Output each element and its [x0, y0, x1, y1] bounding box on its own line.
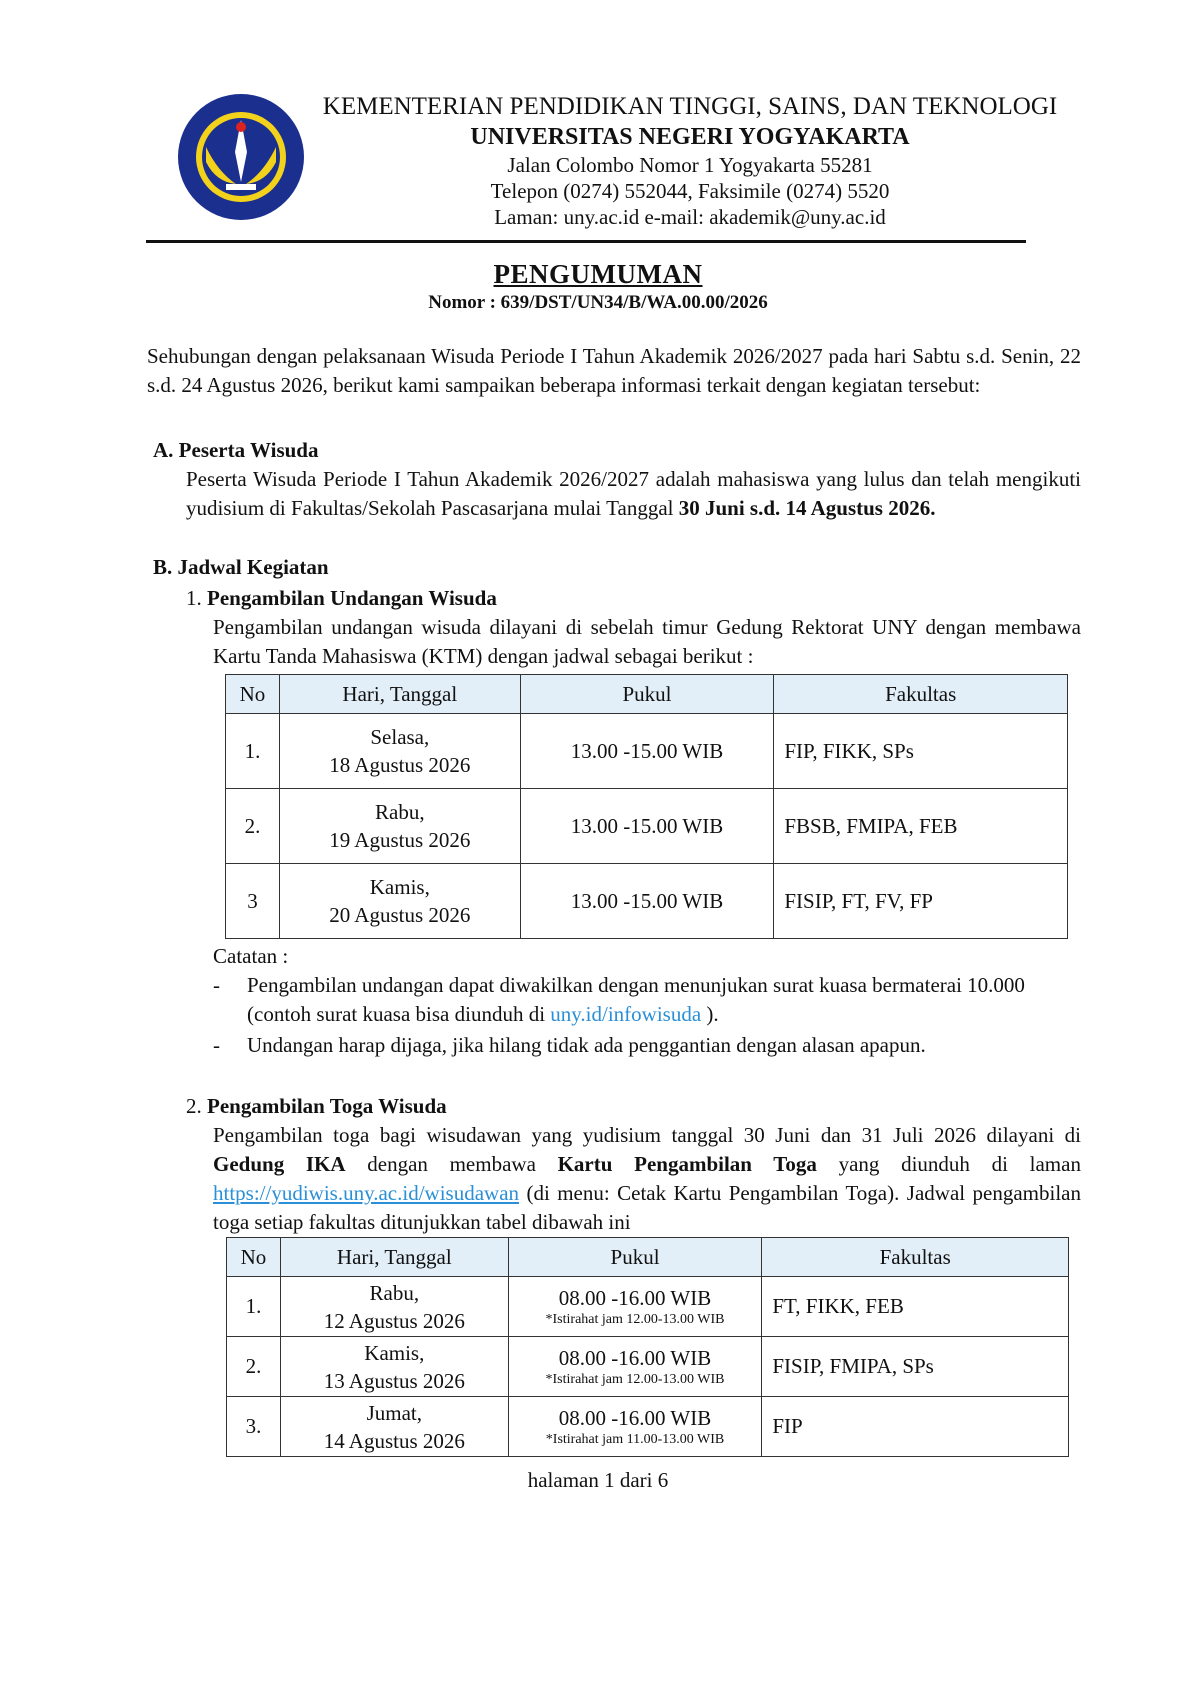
row-day-date: [279, 714, 520, 789]
sub2-heading: [186, 1092, 447, 1121]
web-contact: Laman: uny.ac.id e-mail: akademik@uny.ac.id: [494, 205, 886, 229]
sub2-card: Kartu Pengambilan Toga: [557, 1152, 817, 1176]
row-time-range: 08.00 -16.00 WIB: [558, 1345, 712, 1370]
section-a-heading: A. Peserta Wisuda: [153, 438, 319, 462]
row-no: 2.: [227, 1337, 281, 1397]
row-faculty: FIP: [762, 1397, 1069, 1457]
table-row: [227, 1277, 1069, 1337]
header-day-date: Hari, Tanggal: [279, 675, 520, 714]
ministry-name: KEMENTERIAN PENDIDIKAN TINGGI, SAINS, DAN TEKNOLOGI: [322, 93, 1058, 120]
sub1-text: Pengambilan undangan wisuda dilayani di sebelah timur Gedung Rektorat UNY dengan membawa Kartu Tanda Mahasiswa (KTM) dengan jadwal sebagai berikut :: [213, 615, 1081, 668]
title-text: PENGUMUMAN: [493, 259, 703, 289]
sub2-text: [213, 1121, 1081, 1237]
sub2-title: Pengambilan Toga Wisuda: [207, 1094, 447, 1118]
yudiwis-link[interactable]: https://yudiwis.uny.ac.id/wisudawan: [213, 1181, 520, 1205]
phone: Telepon (0274) 552044, Faksimile (0274) 5520: [490, 179, 890, 203]
row-faculty: FIP, FIKK, SPs: [774, 714, 1068, 789]
page-number: halaman 1 dari 6: [527, 1468, 669, 1492]
intro-paragraph: Sehubungan dengan pelaksanaan Wisuda Periode I Tahun Akademik 2026/2027 pada hari Sabtu s.d. Senin, 22 s.d. 24 Agustus 2026, berikut kami sampaikan beberapa informasi terkait dengan kegiatan tersebut:: [147, 344, 1081, 397]
table-row: [226, 714, 1068, 789]
row-day-date: [280, 1337, 508, 1397]
row-no: 1.: [227, 1277, 281, 1337]
note2-text: Undangan harap dijaga, jika hilang tidak ada penggantian dengan alasan apapun.: [247, 1033, 926, 1057]
header-no: No: [227, 1238, 281, 1277]
header-no: No: [226, 675, 280, 714]
row-date: 14 Agustus 2026: [323, 1428, 465, 1453]
letterhead: [290, 92, 1090, 230]
row-time: [508, 1397, 762, 1457]
header-time: Pukul: [508, 1238, 762, 1277]
sub1-heading: [186, 584, 497, 613]
header-faculty: Fakultas: [762, 1238, 1069, 1277]
header-time: Pukul: [520, 675, 774, 714]
sub1-number: 1.: [186, 586, 202, 610]
row-date: 13 Agustus 2026: [323, 1368, 465, 1393]
row-faculty: FISIP, FT, FV, FP: [774, 864, 1068, 939]
table-row: [226, 789, 1068, 864]
sub1-title: Pengambilan Undangan Wisuda: [207, 586, 497, 610]
row-break-note: *Istirahat jam 12.00-13.00 WIB: [545, 1371, 725, 1387]
sub2-number: 2.: [186, 1094, 202, 1118]
university-logo-icon: [176, 92, 306, 222]
announcement-title: [0, 258, 1196, 316]
infowisuda-link[interactable]: uny.id/infowisuda: [550, 1002, 702, 1026]
section-a-text: [186, 465, 1081, 523]
row-date: 20 Agustus 2026: [329, 903, 471, 927]
row-day: Selasa,: [370, 725, 430, 749]
note-item: [213, 971, 1083, 1029]
table-row: [227, 1337, 1069, 1397]
university-name: UNIVERSITAS NEGERI YOGYAKARTA: [470, 124, 910, 150]
row-day-date: [280, 1277, 508, 1337]
row-date: 19 Agustus 2026: [329, 828, 471, 852]
dash-bullet-icon: -: [213, 973, 220, 997]
row-no: 2.: [226, 789, 280, 864]
section-a-dates: 30 Juni s.d. 14 Agustus 2026.: [678, 496, 936, 520]
row-faculty: FISIP, FMIPA, SPs: [762, 1337, 1069, 1397]
row-day: Rabu,: [375, 800, 425, 824]
row-break-note: *Istirahat jam 11.00-13.00 WIB: [545, 1431, 725, 1447]
note1-end: ).: [701, 1002, 719, 1026]
row-date: 12 Agustus 2026: [323, 1308, 465, 1333]
row-no: 3: [226, 864, 280, 939]
row-break-note: *Istirahat jam 12.00-13.00 WIB: [545, 1311, 725, 1327]
row-day: Kamis,: [369, 875, 430, 899]
toga-schedule-table: [226, 1237, 1069, 1457]
header-faculty: Fakultas: [774, 675, 1068, 714]
row-day-date: [280, 1397, 508, 1457]
row-faculty: FBSB, FMIPA, FEB: [774, 789, 1068, 864]
table-row: [226, 864, 1068, 939]
sub2-text-1: Pengambilan toga bagi wisudawan yang yudisium tanggal 30 Juni dan 31 Juli 2026 dilayani di: [213, 1123, 1081, 1147]
row-no: 1.: [226, 714, 280, 789]
sub2-text-2: dengan membawa: [345, 1152, 558, 1176]
notes-heading: Catatan :: [213, 944, 289, 968]
invitation-schedule-table: [225, 674, 1068, 939]
row-time: 13.00 -15.00 WIB: [520, 864, 774, 939]
row-time: 13.00 -15.00 WIB: [520, 714, 774, 789]
table-header-row: [227, 1238, 1069, 1277]
row-time: [508, 1337, 762, 1397]
row-day-date: [279, 789, 520, 864]
address: Jalan Colombo Nomor 1 Yogyakarta 55281: [507, 153, 873, 177]
row-day: Jumat,: [366, 1400, 423, 1425]
table-row: [227, 1397, 1069, 1457]
table-header-row: [226, 675, 1068, 714]
row-time-range: 08.00 -16.00 WIB: [558, 1405, 712, 1430]
note1-text: Pengambilan undangan dapat diwakilkan dengan menunjukan surat kuasa bermaterai 10.000 (contoh surat kuasa bisa diunduh di: [247, 973, 1025, 1026]
row-day: Kamis,: [364, 1340, 425, 1365]
row-time: [508, 1277, 762, 1337]
letterhead-divider: [146, 240, 1026, 243]
row-no: 3.: [227, 1397, 281, 1457]
dash-bullet-icon: -: [213, 1033, 220, 1057]
row-day: Rabu,: [369, 1280, 420, 1305]
sub2-text-4: (di menu: Cetak Kartu Pengambilan Toga). Jadwal pengambilan toga setiap fakultas ditunjukkan tabel dibawah ini: [213, 1181, 1081, 1234]
sub2-location: Gedung IKA: [213, 1152, 346, 1176]
row-time-range: 08.00 -16.00 WIB: [558, 1285, 712, 1310]
section-a-body: Peserta Wisuda Periode I Tahun Akademik 2026/2027 adalah mahasiswa yang lulus dan telah mengikuti yudisium di Fakultas/Sekolah Pascasarjana mulai Tanggal: [186, 467, 1081, 520]
row-date: 18 Agustus 2026: [329, 753, 471, 777]
note-item: [213, 1031, 1083, 1060]
sub2-text-3: yang diunduh di laman: [816, 1152, 1081, 1176]
row-time: 13.00 -15.00 WIB: [520, 789, 774, 864]
row-day-date: [279, 864, 520, 939]
notes-list: [213, 971, 1083, 1060]
row-faculty: FT, FIKK, FEB: [762, 1277, 1069, 1337]
header-day-date: Hari, Tanggal: [280, 1238, 508, 1277]
section-b-heading: B. Jadwal Kegiatan: [153, 555, 329, 579]
announcement-number: Nomor : 639/DST/UN34/B/WA.00.00/2026: [428, 292, 768, 313]
